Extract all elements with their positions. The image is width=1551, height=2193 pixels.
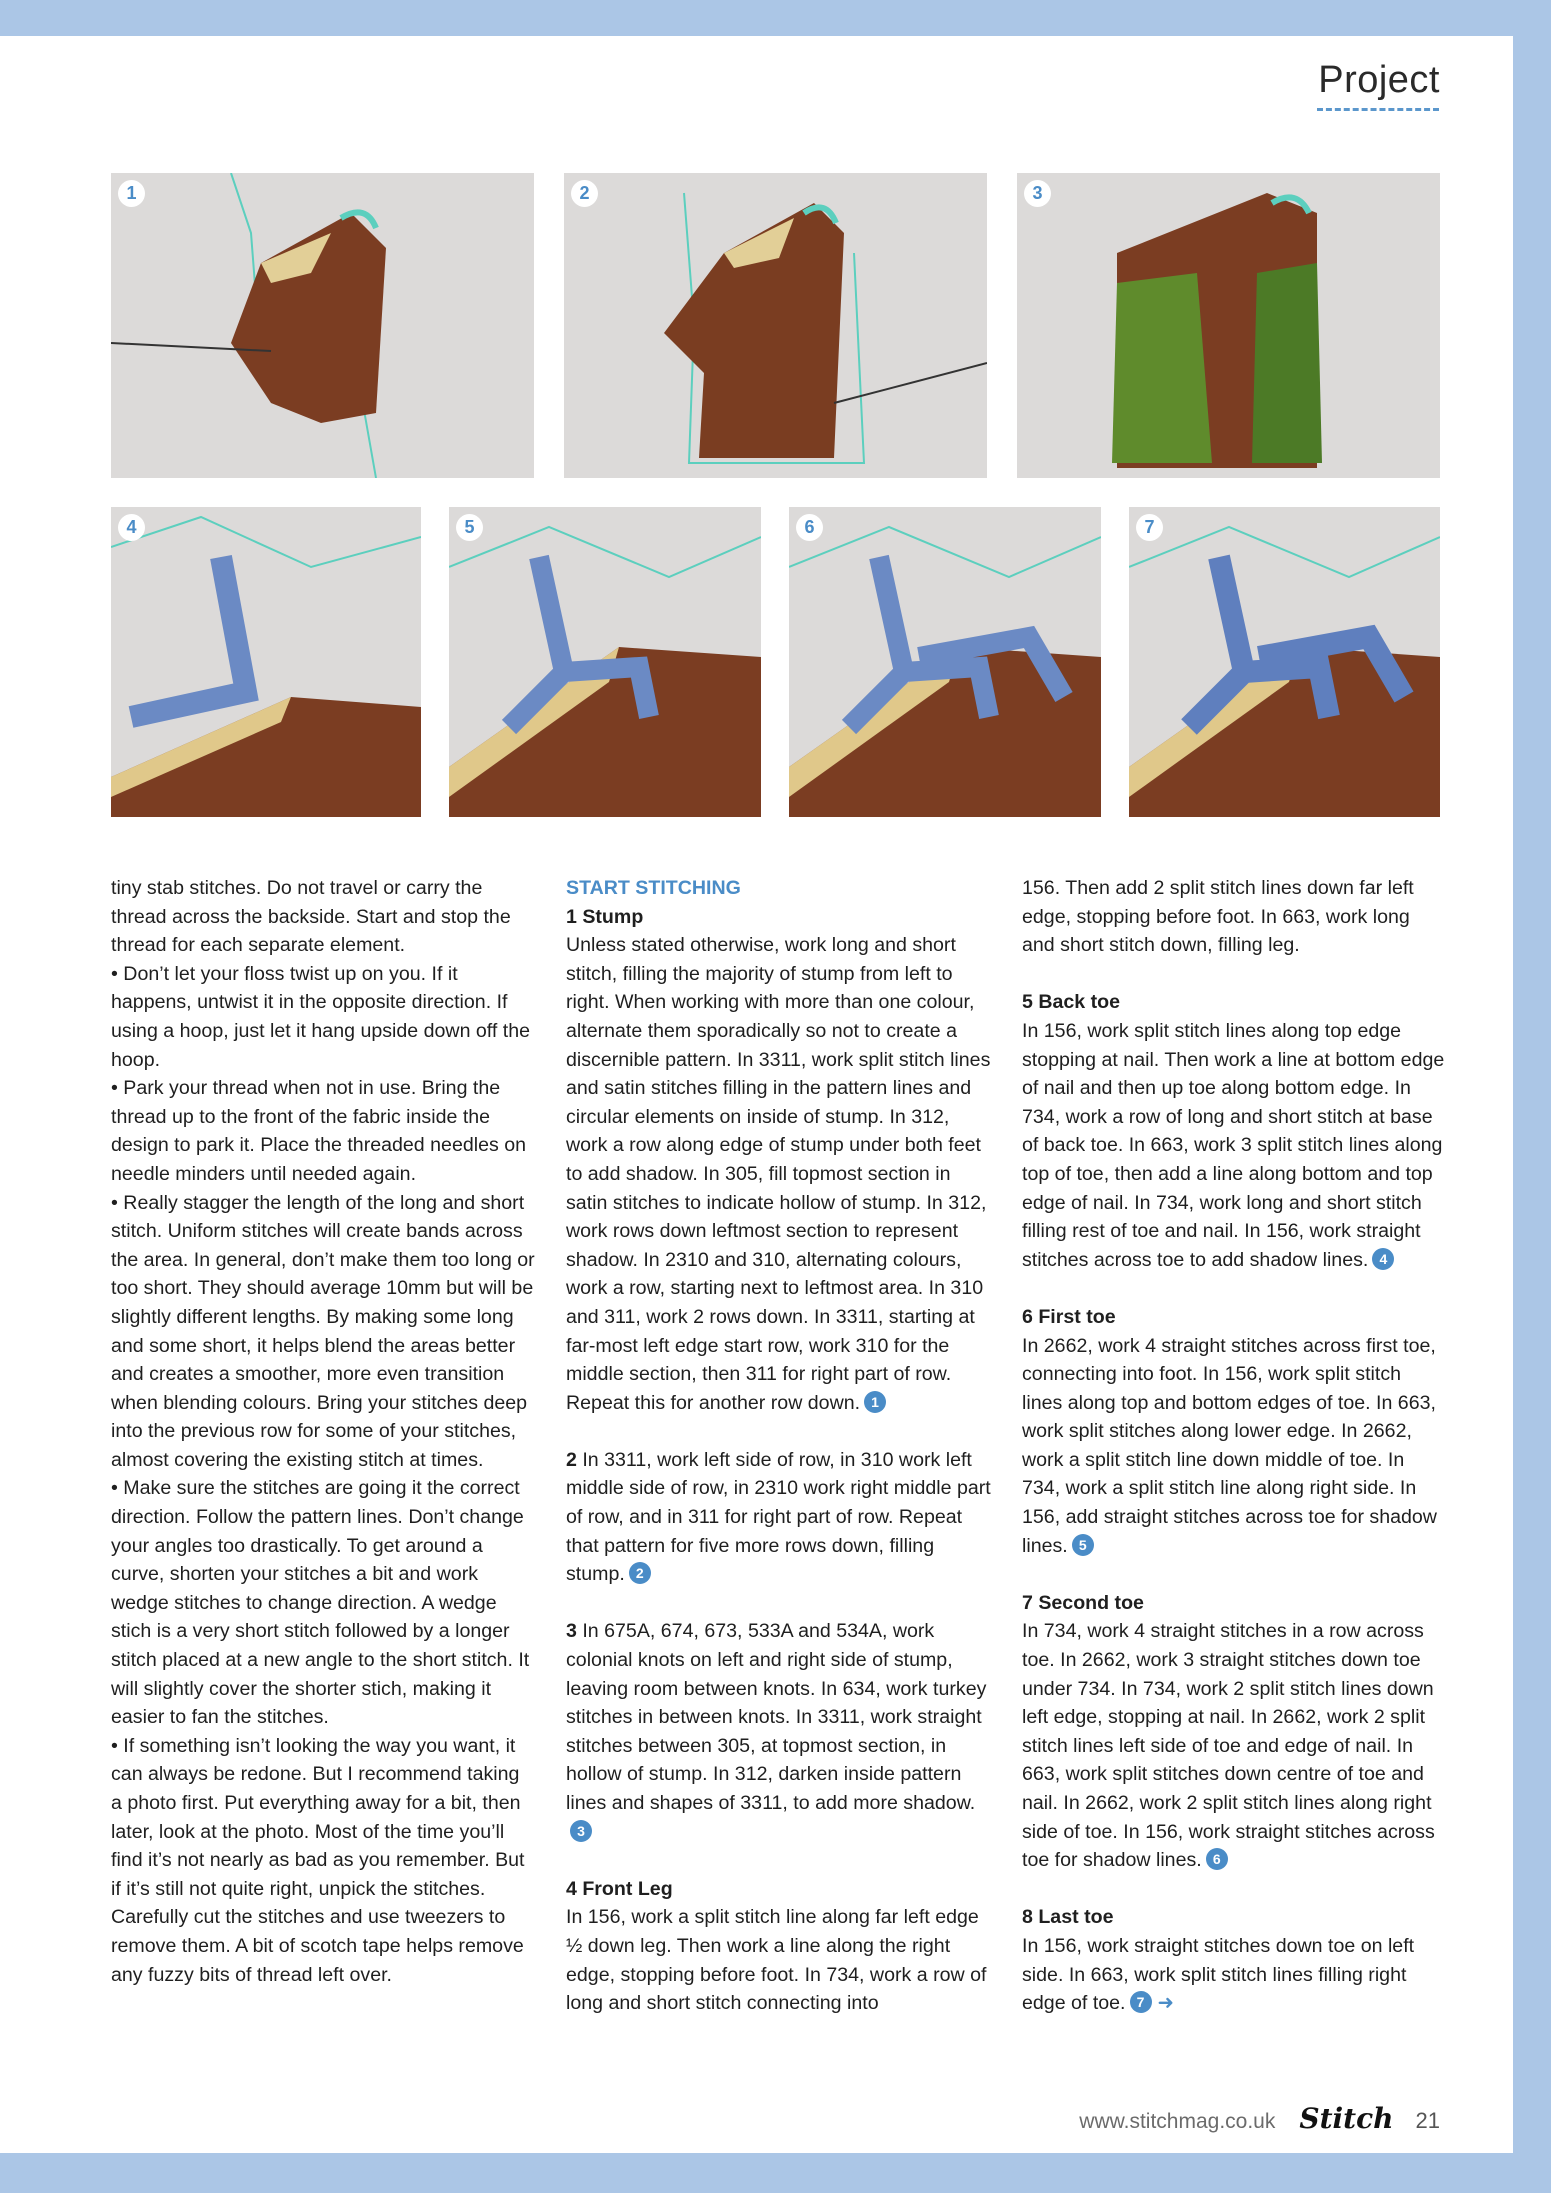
step-photo-3 — [1017, 173, 1440, 478]
step-text — [1022, 1617, 1446, 1874]
step-1-body: Unless stated otherwise, work long and short stitch, filling the majority of stump from left to right. When working with more than one colour, alternate them sporadically so not to create a discernible pattern. In 3311, work split stitch lines and satin stitches filling in the pattern lines and circular elements on inside of stump. In 312, work a row along edge of stump under both feet to add shadow. In 305, fill topmost section in satin stitches to indicate hollow of stump. In 312, work rows down leftmost section to represent shadow. In 2310 and 310, alternating colours, work a row, starting next to leftmost area. In 310 and 311, work 2 rows down. In 3311, starting at far-most left edge start row, work 310 for the middle section, then 311 for right part of row. Repeat this for another row down. — [566, 934, 991, 1414]
step-text — [566, 1446, 994, 1589]
step-heading: 7 Second toe — [1022, 1591, 1144, 1614]
photo-ref-badge: 5 — [1072, 1534, 1094, 1556]
text-column-3 — [1022, 874, 1446, 2018]
step-text — [566, 1617, 994, 1846]
photo-ref-badge: 4 — [1372, 1248, 1394, 1270]
step-8-body: In 156, work straight stitches down toe on left side. In 663, work split stitch lines filling right edge of toe. — [1022, 1934, 1415, 2015]
step-2-body: In 3311, work left side of row, in 310 work left middle side of row, in 2310 work right middle part of row, and in 311 for right part of row. Repeat that pattern for five more rows down, filling stump. — [566, 1448, 991, 1586]
step-heading: 6 First toe — [1022, 1305, 1116, 1328]
paragraph: tiny stab stitches. Do not travel or carry the thread across the backside. Start and stop the thread for each separate element. — [111, 877, 511, 957]
step-7-body: In 734, work 4 straight stitches in a row across toe. In 2662, work 3 straight stitches down toe under 734. In 734, work 2 split stitch lines down left edge, stopping at nail. In 2662, work 2 split stitch lines left side of toe and edge of nail. In 663, work split stitches down centre of toe and nail. In 2662, work 2 split stitch lines along right side of toe. In 156, work straight stitches across toe for shadow lines. — [1022, 1620, 1435, 1872]
step-heading: 8 Last toe — [1022, 1906, 1114, 1929]
step-3-body: In 675A, 674, 673, 533A and 534A, work colonial knots on left and right side of stump, leaving room between knots. In 634, work turkey stitches in between knots. In 3311, work straight stitches between 305, at topmost section, in hollow of stump. In 312, darken inside pattern lines and shapes of 3311, to add more shadow. — [566, 1620, 987, 1814]
photo-ref-badge: 7 — [1130, 1991, 1152, 2013]
website-url: www.stitchmag.co.uk — [1079, 2110, 1276, 2133]
step-text — [1022, 1932, 1446, 2018]
continue-arrow-icon: ➜ — [1157, 1992, 1174, 2015]
step-text — [566, 931, 994, 1417]
step-number-6: 6 — [796, 514, 823, 541]
page — [0, 36, 1513, 2153]
step-number-1: 1 — [118, 180, 145, 207]
step-text — [1022, 1017, 1446, 1274]
header-dashed-rule — [1317, 108, 1439, 111]
step-photo-2 — [564, 173, 987, 478]
step-photo-4 — [111, 507, 421, 817]
step-photo-5 — [449, 507, 761, 817]
page-footer — [1079, 2102, 1440, 2135]
photo-ref-badge: 6 — [1206, 1848, 1228, 1870]
step-photo-1 — [111, 173, 534, 478]
step-number-2: 2 — [571, 180, 598, 207]
page-number: 21 — [1415, 2108, 1440, 2133]
section-header: Project — [1318, 59, 1440, 101]
step-number-4: 4 — [118, 514, 145, 541]
magazine-logo: Stitch — [1299, 2102, 1394, 2135]
step-text: In 156, work a split stitch line along far left edge ½ down leg. Then work a line along the right edge, stopping before foot. In 734, work a row of long and short stitch connecting into — [566, 1906, 987, 2015]
step-number-5: 5 — [456, 514, 483, 541]
tip-bullet: • Make sure the stitches are going it the correct direction. Follow the pattern lines. Don’t change your angles too drastically. To get around a curve, shorten your stitches a bit and work wedge stitches to change direction. A wedge stich is a very short stitch followed by a longer stitch placed at a new angle to the short stitch. It will slightly cover the shorter stich, making it easier to fan the stitches. — [111, 1477, 530, 1729]
text-column-1 — [111, 874, 535, 1989]
tip-bullet: • Don’t let your floss twist up on you. If it happens, untwist it in the opposite direction. If using a hoop, just let it hang upside down off the hoop. — [111, 962, 531, 1071]
step-photo-6 — [789, 507, 1101, 817]
tip-bullet: • Park your thread when not in use. Bring the thread up to the front of the fabric inside the design to park it. Place the threaded needles on needle minders until needed again. — [111, 1077, 527, 1185]
photo-ref-badge: 1 — [864, 1391, 886, 1413]
step-number-3: 3 — [1024, 180, 1051, 207]
step-photo-7 — [1129, 507, 1440, 817]
step-5-body: In 156, work split stitch lines along top edge stopping at nail. Then work a line at bottom edge of nail and then up toe along bottom edge. In 734, work a row of long and short stitch at base of back toe. In 663, work 3 split stitch lines along top of toe, then add a line along bottom and top edge of nail. In 734, work long and short stitch filling rest of toe and nail. In 156, work straight stitches across toe to add shadow lines. — [1022, 1019, 1445, 1271]
step-text: 156. Then add 2 split stitch lines down far left edge, stopping before foot. In 663, work long and short stitch down, filling leg. — [1022, 877, 1414, 957]
tip-bullet: • Really stagger the length of the long and short stitch. Uniform stitches will create bands across the area. In general, don’t make them too long or too short. They should average 10mm but will be slightly different lengths. By making some long and some short, it helps blend the areas better and creates a smoother, more even transition when blending colours. Bring your stitches deep into the previous row for some of your stitches, almost covering the existing stitch at times. — [111, 1191, 535, 1471]
step-6-body: In 2662, work 4 straight stitches across first toe, connecting into foot. In 156, work split stitch lines along top and bottom edges of toe. In 663, work split stitches along lower edge. In 2662, work a split stitch line down middle of toe. In 734, work a split stitch line along right side. In 156, add straight stitches across toe for shadow lines. — [1022, 1334, 1437, 1557]
text-column-2 — [566, 874, 994, 2018]
step-heading: 1 Stump — [566, 905, 644, 928]
photo-ref-badge: 2 — [629, 1562, 651, 1584]
step-heading: 4 Front Leg — [566, 1877, 673, 1900]
step-heading: 5 Back toe — [1022, 991, 1121, 1014]
tip-bullet: • If something isn’t looking the way you want, it can always be redone. But I recommend taking a photo first. Put everything away for a bit, then later, look at the photo. Most of the time you’ll find it’s not nearly as bad as you remember. But if it’s still not quite right, unpick the stitches. Carefully cut the stitches and use tweezers to remove them. A bit of scotch tape helps remove any fuzzy bits of thread left over. — [111, 1734, 525, 1986]
step-text — [1022, 1332, 1446, 1561]
photo-ref-badge: 3 — [570, 1820, 592, 1842]
step-number: 3 — [566, 1620, 577, 1643]
step-number: 2 — [566, 1448, 577, 1471]
section-heading: START STITCHING — [566, 877, 741, 899]
step-number-7: 7 — [1136, 514, 1163, 541]
